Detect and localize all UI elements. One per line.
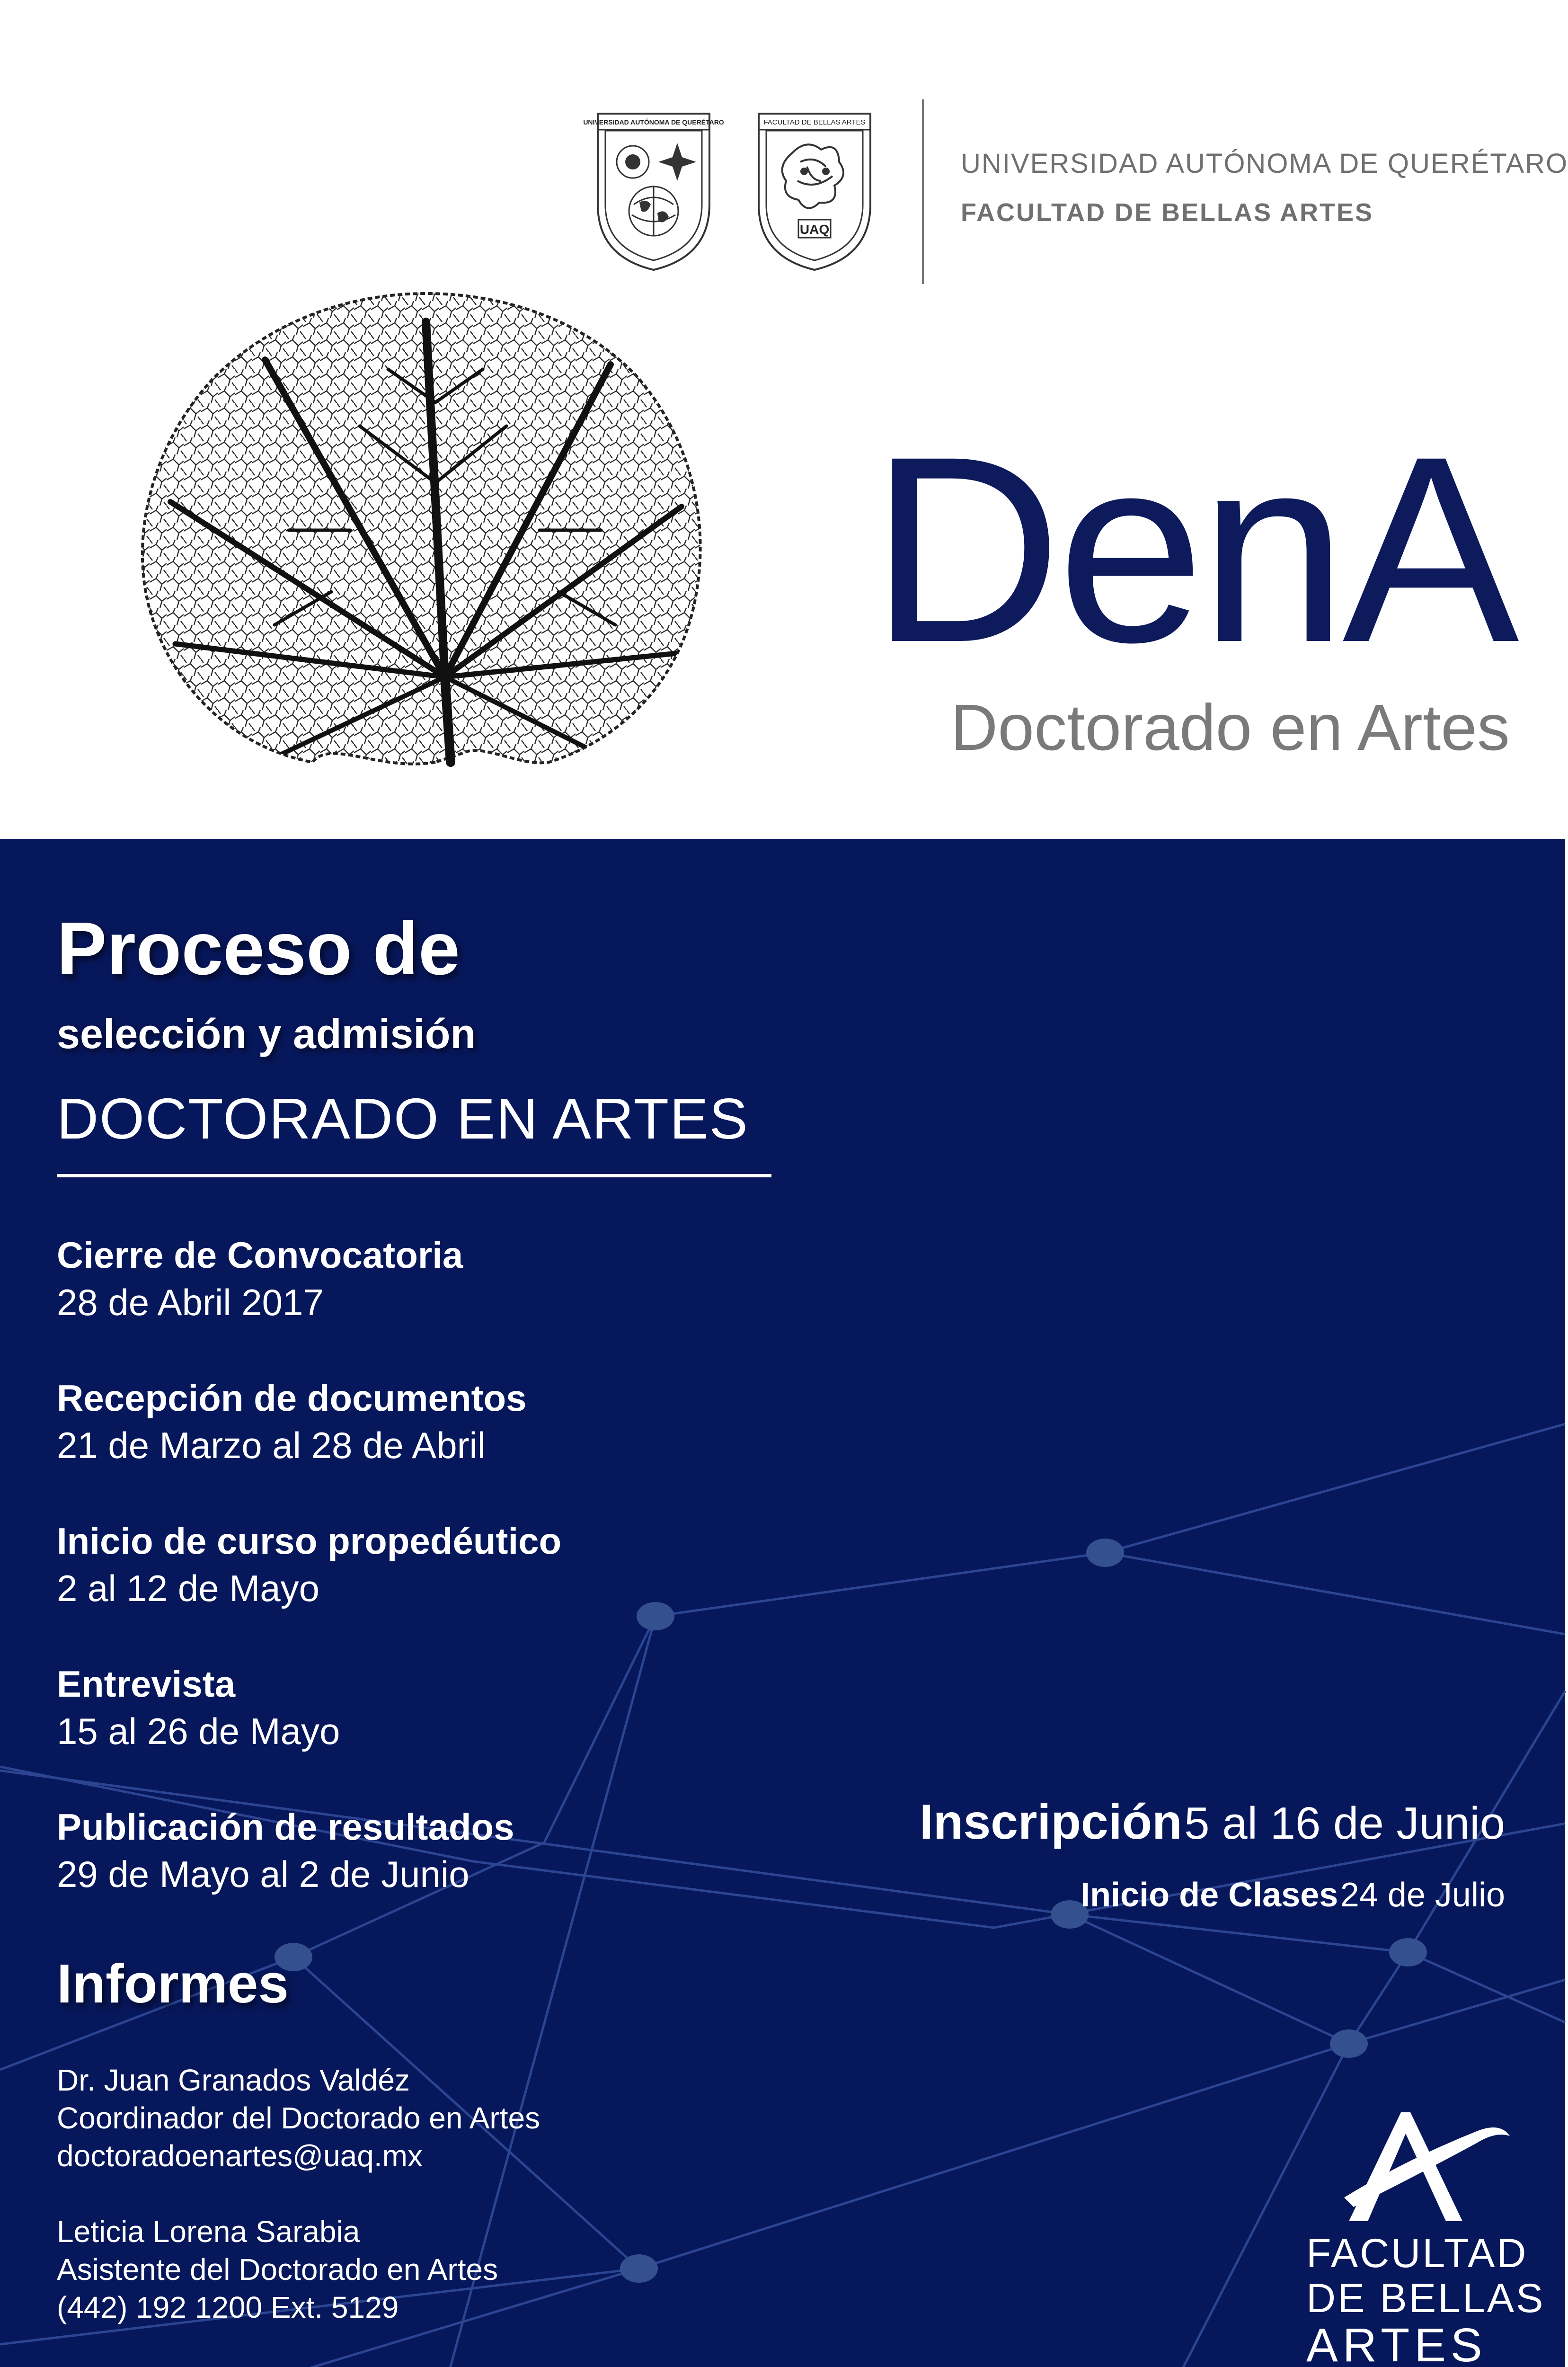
- inscripcion-label: Inscripción: [919, 1795, 1182, 1850]
- event-item: [57, 1234, 814, 1323]
- informes-heading: Informes: [57, 1953, 289, 2014]
- event-date: 29 de Mayo al 2 de Junio: [57, 1853, 470, 1895]
- program-name: Doctorado en Artes: [950, 691, 1510, 764]
- contact-name: Dr. Juan Granados Valdéz: [57, 2063, 410, 2097]
- header-section: [0, 0, 1568, 839]
- heading-proceso-de: Proceso de: [57, 907, 460, 990]
- fba-logo-line3: ARTES: [1306, 2319, 1487, 2367]
- event-title: Inicio de curso propedéutico: [57, 1520, 562, 1562]
- university-name: UNIVERSIDAD AUTÓNOMA DE QUERÉTARO: [961, 148, 1568, 179]
- fba-logo: [1306, 2103, 1545, 2367]
- event-title: Publicación de resultados: [57, 1806, 514, 1848]
- event-title: Entrevista: [57, 1663, 236, 1705]
- event-date: 2 al 12 de Mayo: [57, 1567, 320, 1609]
- fba-logo-line2: DE BELLAS: [1306, 2276, 1545, 2321]
- event-title: Recepción de documentos: [57, 1377, 527, 1419]
- faculty-name: FACULTAD DE BELLAS ARTES: [961, 198, 1373, 227]
- event-item: [57, 1665, 814, 1750]
- contact-role: Coordinador del Doctorado en Artes: [57, 2101, 540, 2135]
- uaq-seal-icon: [583, 110, 724, 273]
- program-acronym: DenA: [870, 401, 1515, 697]
- fba-seal-top-text: FACULTAD DE BELLAS ARTES: [763, 118, 866, 126]
- inscripcion-line: [776, 1795, 1505, 1850]
- content-section: [0, 839, 1565, 2367]
- fba-a-mark-icon: [1335, 2103, 1515, 2226]
- heading-underline: [57, 1174, 771, 1177]
- event-date: 28 de Abril 2017: [57, 1281, 324, 1323]
- inscripcion-date: 5 al 16 de Junio: [1184, 1798, 1505, 1849]
- fba-seal-icon: [755, 110, 874, 273]
- event-date: 15 al 26 de Mayo: [57, 1710, 340, 1752]
- fba-logo-line1: FACULTAD: [1306, 2231, 1528, 2276]
- inicio-clases-line: [776, 1878, 1505, 1912]
- inicio-clases-label: Inicio de Clases: [1081, 1876, 1338, 1914]
- header-divider: [922, 99, 924, 284]
- contact-role: Asistente del Doctorado en Artes: [57, 2252, 498, 2287]
- heading-doctorado-en-artes: DOCTORADO EN ARTES: [57, 1086, 749, 1151]
- event-date: 21 de Marzo al 28 de Abril: [57, 1424, 486, 1466]
- fba-seal-monogram: UAQ: [799, 222, 830, 237]
- event-title: Cierre de Convocatoria: [57, 1234, 463, 1276]
- uaq-seal-top-text: UNIVERSIDAD AUTÓNOMA DE QUERÉTARO: [583, 118, 724, 126]
- event-item: [57, 1808, 814, 1893]
- inicio-clases-date: 24 de Julio: [1340, 1876, 1505, 1914]
- event-item: [57, 1522, 814, 1607]
- heading-seleccion-admision: selección y admisión: [57, 1010, 476, 1057]
- contact-email-link[interactable]: doctoradoenartes@uaq.mx: [57, 2139, 423, 2173]
- contact-name: Leticia Lorena Sarabia: [57, 2215, 360, 2249]
- leaf-skeleton-illustration: [133, 284, 710, 786]
- contact-phone: (442) 192 1200 Ext. 5129: [57, 2290, 399, 2324]
- event-item: [57, 1379, 814, 1464]
